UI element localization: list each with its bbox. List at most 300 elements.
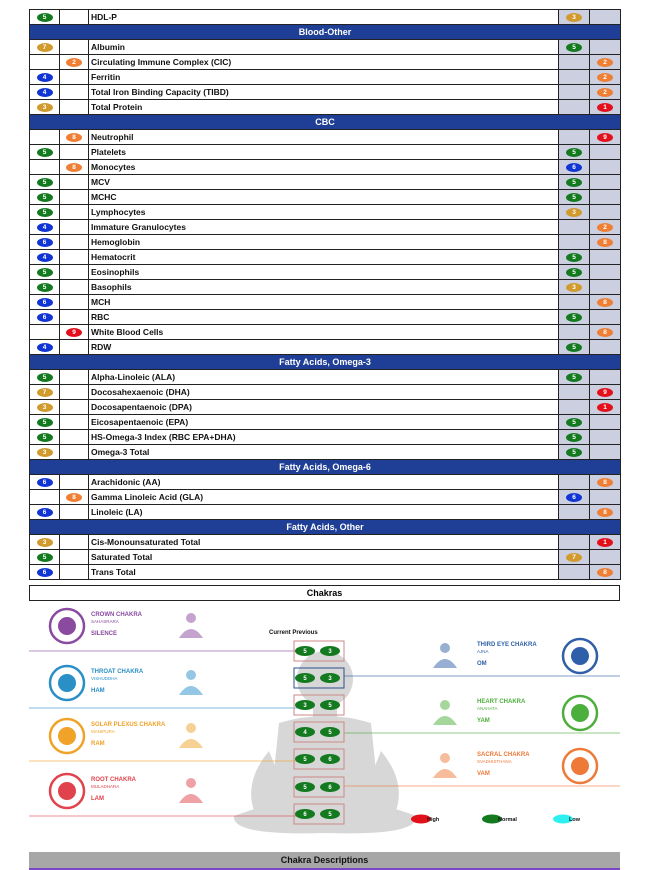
chakra-symbol-core-icon (571, 647, 589, 665)
previous-score: 5 (328, 730, 332, 736)
score-badge: 8 (597, 508, 613, 517)
score-badge: 6 (566, 163, 582, 172)
score-cell-2 (60, 490, 89, 505)
marker-name: Total Iron Binding Capacity (TIBD) (89, 85, 559, 100)
legend-label: High (427, 817, 440, 823)
marker-name: HDL-P (89, 10, 559, 25)
score-badge: 5 (566, 43, 582, 52)
score-cell-2 (60, 40, 89, 55)
yoga-pose-icon (186, 778, 196, 788)
score-badge: 1 (597, 103, 613, 112)
marker-name: Immature Granulocytes (89, 220, 559, 235)
legend-label: Normal (498, 817, 517, 823)
table-row (30, 565, 621, 580)
table-row (30, 220, 621, 235)
score-cell-1 (30, 265, 60, 280)
score-cell-1 (30, 400, 60, 415)
score-badge: 7 (37, 388, 53, 397)
score-cell-2 (60, 430, 89, 445)
score-badge: 3 (566, 208, 582, 217)
chakra-mantra: VAM (477, 771, 490, 777)
table-row (30, 295, 621, 310)
chakra-name: THIRD EYE CHAKRA (477, 642, 537, 648)
score-badge: 5 (566, 373, 582, 382)
table-row (30, 145, 621, 160)
score-cell-4 (590, 55, 621, 70)
section-header (30, 115, 621, 130)
table-row (30, 160, 621, 175)
chakra-sanskrit: SAHASRARA (91, 619, 119, 624)
score-cell-4 (590, 325, 621, 340)
marker-name: Circulating Immune Complex (CIC) (89, 55, 559, 70)
section-header (30, 520, 621, 535)
score-cell-3 (559, 430, 590, 445)
score-cell-1 (30, 235, 60, 250)
score-cell-3 (559, 280, 590, 295)
score-cell-4 (590, 280, 621, 295)
table-row (30, 55, 621, 70)
score-cell-1 (30, 40, 60, 55)
chakra-mantra: HAM (91, 688, 105, 694)
table-row (30, 85, 621, 100)
chakra-symbol-core-icon (58, 727, 76, 745)
section-title: Fatty Acids, Omega-3 (30, 355, 621, 370)
score-cell-2 (60, 160, 89, 175)
score-badge: 4 (37, 223, 53, 232)
score-cell-3 (559, 55, 590, 70)
score-cell-3 (559, 415, 590, 430)
score-badge: 5 (37, 193, 53, 202)
chakra-name: THROAT CHAKRA (91, 669, 144, 675)
score-cell-1 (30, 130, 60, 145)
score-cell-3 (559, 385, 590, 400)
score-badge: 4 (37, 253, 53, 262)
score-cell-3 (559, 205, 590, 220)
score-cell-1 (30, 490, 60, 505)
score-badge: 7 (37, 43, 53, 52)
table-row (30, 475, 621, 490)
chakra-descriptions-header: Chakra Descriptions (29, 852, 620, 870)
score-cell-4 (590, 100, 621, 115)
score-cell-1 (30, 340, 60, 355)
table-row (30, 175, 621, 190)
score-cell-2 (60, 280, 89, 295)
previous-score: 5 (328, 812, 332, 818)
score-cell-2 (60, 325, 89, 340)
score-badge: 5 (566, 313, 582, 322)
yoga-pose-icon (186, 723, 196, 733)
score-cell-1 (30, 55, 60, 70)
score-cell-2 (60, 250, 89, 265)
score-badge: 1 (597, 403, 613, 412)
score-badge: 5 (37, 433, 53, 442)
score-badge: 9 (597, 133, 613, 142)
yoga-pose-icon (186, 670, 196, 680)
chakra-mantra: OM (477, 661, 487, 667)
score-cell-4 (590, 175, 621, 190)
score-cell-2 (60, 295, 89, 310)
score-cell-4 (590, 505, 621, 520)
score-badge: 6 (37, 508, 53, 517)
score-cell-2 (60, 310, 89, 325)
score-badge: 3 (37, 403, 53, 412)
score-cell-3 (559, 310, 590, 325)
chakra-mantra: LAM (91, 796, 104, 802)
section-title: Fatty Acids, Omega-6 (30, 460, 621, 475)
chakra-panel (29, 601, 620, 846)
score-cell-4 (590, 415, 621, 430)
table-row (30, 235, 621, 250)
marker-name: RBC (89, 310, 559, 325)
score-cell-1 (30, 415, 60, 430)
score-badge: 8 (597, 298, 613, 307)
table-row (30, 385, 621, 400)
right-chakras (433, 639, 597, 783)
marker-name: Basophils (89, 280, 559, 295)
score-badge: 5 (566, 268, 582, 277)
marker-name: Arachidonic (AA) (89, 475, 559, 490)
current-score: 5 (303, 676, 307, 682)
score-cell-1 (30, 445, 60, 460)
score-cell-1 (30, 535, 60, 550)
scores-column-label: Current Previous (269, 630, 318, 636)
marker-name: Gamma Linoleic Acid (GLA) (89, 490, 559, 505)
score-badge: 5 (37, 178, 53, 187)
marker-name: Trans Total (89, 565, 559, 580)
score-cell-4 (590, 475, 621, 490)
score-cell-3 (559, 445, 590, 460)
marker-name: Alpha-Linoleic (ALA) (89, 370, 559, 385)
table-row (30, 100, 621, 115)
marker-name: Platelets (89, 145, 559, 160)
score-cell-3 (559, 265, 590, 280)
score-badge: 2 (597, 88, 613, 97)
score-badge: 1 (597, 538, 613, 547)
chakra-sanskrit: ANAHATA (477, 706, 498, 711)
score-badge: 9 (66, 328, 82, 337)
chakra-sanskrit: VISHUDDHA (91, 676, 118, 681)
score-cell-1 (30, 280, 60, 295)
marker-name: Docosahexaenoic (DHA) (89, 385, 559, 400)
marker-name: Linoleic (LA) (89, 505, 559, 520)
current-score: 5 (303, 757, 307, 763)
section-header (30, 25, 621, 40)
score-badge: 5 (566, 448, 582, 457)
marker-name: Ferritin (89, 70, 559, 85)
score-cell-4 (590, 565, 621, 580)
score-cell-1 (30, 295, 60, 310)
table-row (30, 310, 621, 325)
chakra-symbol-core-icon (58, 617, 76, 635)
score-cell-4 (590, 220, 621, 235)
yoga-pose-body-icon (433, 716, 457, 725)
score-badge: 3 (566, 283, 582, 292)
marker-name: Total Protein (89, 100, 559, 115)
score-badge: 3 (37, 448, 53, 457)
table-row (30, 490, 621, 505)
score-cell-3 (559, 85, 590, 100)
score-badge: 8 (597, 328, 613, 337)
previous-score: 5 (328, 703, 332, 709)
score-badge: 5 (37, 208, 53, 217)
marker-name: RDW (89, 340, 559, 355)
yoga-pose-icon (186, 613, 196, 623)
chakra-legend (411, 815, 581, 824)
score-badge: 5 (37, 373, 53, 382)
yoga-pose-body-icon (179, 686, 203, 695)
marker-name: Saturated Total (89, 550, 559, 565)
section-header (30, 355, 621, 370)
marker-name: Docosapentaenoic (DPA) (89, 400, 559, 415)
score-cell-2 (60, 145, 89, 160)
table-row (30, 265, 621, 280)
score-cell-3 (559, 295, 590, 310)
score-cell-2 (60, 205, 89, 220)
score-badge: 4 (37, 88, 53, 97)
current-score: 6 (303, 812, 307, 818)
chakra-symbol-core-icon (58, 674, 76, 692)
score-cell-4 (590, 430, 621, 445)
score-cell-1 (30, 10, 60, 25)
score-cell-3 (559, 190, 590, 205)
chakra-symbol-core-icon (571, 757, 589, 775)
score-cell-4 (590, 70, 621, 85)
chakra-name: SOLAR PLEXUS CHAKRA (91, 722, 166, 728)
score-badge: 5 (566, 433, 582, 442)
score-cell-4 (590, 85, 621, 100)
score-badge: 6 (37, 313, 53, 322)
section-header (30, 460, 621, 475)
current-score: 3 (303, 703, 307, 709)
score-cell-2 (60, 10, 89, 25)
score-cell-2 (60, 550, 89, 565)
score-cell-1 (30, 70, 60, 85)
chakra-name: HEART CHAKRA (477, 699, 526, 705)
score-cell-4 (590, 385, 621, 400)
score-cell-3 (559, 325, 590, 340)
current-score: 4 (303, 730, 307, 736)
score-cell-3 (559, 505, 590, 520)
score-badge: 8 (66, 493, 82, 502)
score-cell-2 (60, 505, 89, 520)
score-cell-3 (559, 490, 590, 505)
score-cell-3 (559, 535, 590, 550)
marker-name: Albumin (89, 40, 559, 55)
score-badge: 5 (566, 343, 582, 352)
score-cell-1 (30, 310, 60, 325)
score-cell-2 (60, 130, 89, 145)
score-badge: 2 (597, 58, 613, 67)
score-badge: 9 (597, 388, 613, 397)
table-row (30, 190, 621, 205)
score-cell-1 (30, 205, 60, 220)
chakra-mantra: YAM (477, 718, 490, 724)
table-row (30, 70, 621, 85)
score-cell-1 (30, 100, 60, 115)
table-row (30, 205, 621, 220)
score-cell-4 (590, 130, 621, 145)
score-badge: 3 (37, 538, 53, 547)
marker-name: Monocytes (89, 160, 559, 175)
score-badge: 5 (37, 148, 53, 157)
yoga-pose-body-icon (433, 659, 457, 668)
score-cell-2 (60, 415, 89, 430)
chakra-symbol-core-icon (58, 782, 76, 800)
chakras-header: Chakras (29, 585, 620, 601)
table-row (30, 445, 621, 460)
score-cell-1 (30, 550, 60, 565)
score-badge: 8 (66, 163, 82, 172)
score-cell-2 (60, 475, 89, 490)
score-cell-2 (60, 190, 89, 205)
score-cell-3 (559, 250, 590, 265)
score-cell-3 (559, 370, 590, 385)
table-row (30, 400, 621, 415)
score-cell-1 (30, 430, 60, 445)
previous-score: 6 (328, 757, 332, 763)
score-cell-4 (590, 265, 621, 280)
score-cell-4 (590, 535, 621, 550)
marker-name: Omega-3 Total (89, 445, 559, 460)
chakra-mantra: SILENCE (91, 631, 118, 637)
score-badge: 8 (597, 478, 613, 487)
score-badge: 7 (566, 553, 582, 562)
chakra-sanskrit: MANIPURA (91, 729, 115, 734)
score-cell-3 (559, 145, 590, 160)
score-cell-3 (559, 130, 590, 145)
score-cell-2 (60, 565, 89, 580)
score-badge: 6 (37, 478, 53, 487)
yoga-pose-icon (440, 753, 450, 763)
score-cell-1 (30, 85, 60, 100)
score-cell-3 (559, 175, 590, 190)
score-cell-3 (559, 40, 590, 55)
table-row (30, 325, 621, 340)
score-cell-2 (60, 100, 89, 115)
table-row (30, 370, 621, 385)
marker-name: Cis-Monounsaturated Total (89, 535, 559, 550)
score-cell-4 (590, 370, 621, 385)
lab-results-table (29, 9, 621, 580)
score-cell-4 (590, 205, 621, 220)
table-row (30, 130, 621, 145)
table-row (30, 535, 621, 550)
score-cell-1 (30, 145, 60, 160)
table-row (30, 10, 621, 25)
legend-label: Low (569, 817, 580, 823)
score-cell-1 (30, 505, 60, 520)
score-cell-2 (60, 55, 89, 70)
table-row (30, 40, 621, 55)
chakra-name: CROWN CHAKRA (91, 612, 142, 618)
score-badge: 8 (597, 238, 613, 247)
table-row (30, 250, 621, 265)
score-cell-3 (559, 340, 590, 355)
chakra-sanskrit: MULADHARA (91, 784, 120, 789)
previous-score: 6 (328, 785, 332, 791)
yoga-pose-body-icon (179, 739, 203, 748)
previous-score: 3 (328, 676, 332, 682)
chakra-name: SACRAL CHAKRA (477, 752, 530, 758)
score-badge: 5 (566, 148, 582, 157)
score-cell-3 (559, 235, 590, 250)
score-cell-2 (60, 175, 89, 190)
score-badge: 2 (597, 223, 613, 232)
table-row (30, 340, 621, 355)
score-cell-3 (559, 220, 590, 235)
score-badge: 8 (597, 568, 613, 577)
score-cell-4 (590, 310, 621, 325)
score-cell-4 (590, 145, 621, 160)
table-row (30, 280, 621, 295)
score-cell-4 (590, 160, 621, 175)
score-cell-2 (60, 400, 89, 415)
score-cell-1 (30, 220, 60, 235)
marker-name: MCH (89, 295, 559, 310)
table-row (30, 505, 621, 520)
previous-score: 3 (328, 649, 332, 655)
score-badge: 2 (66, 58, 82, 67)
marker-name: Eicosapentaenoic (EPA) (89, 415, 559, 430)
marker-name: Hemoglobin (89, 235, 559, 250)
score-badge: 3 (566, 13, 582, 22)
score-cell-4 (590, 235, 621, 250)
marker-name: Lymphocytes (89, 205, 559, 220)
score-cell-2 (60, 235, 89, 250)
score-cell-2 (60, 340, 89, 355)
score-cell-4 (590, 490, 621, 505)
score-cell-1 (30, 475, 60, 490)
score-cell-1 (30, 160, 60, 175)
score-cell-1 (30, 190, 60, 205)
score-badge: 5 (566, 418, 582, 427)
marker-name: White Blood Cells (89, 325, 559, 340)
yoga-pose-body-icon (433, 769, 457, 778)
score-badge: 5 (37, 268, 53, 277)
score-badge: 5 (37, 13, 53, 22)
score-cell-1 (30, 325, 60, 340)
chakra-mantra: RAM (91, 741, 105, 747)
score-cell-2 (60, 445, 89, 460)
score-badge: 6 (566, 493, 582, 502)
yoga-pose-body-icon (179, 629, 203, 638)
table-row (30, 430, 621, 445)
marker-name: HS-Omega-3 Index (RBC EPA+DHA) (89, 430, 559, 445)
chakra-sanskrit: SVADHISTHANA (477, 759, 512, 764)
score-cell-1 (30, 370, 60, 385)
score-cell-4 (590, 190, 621, 205)
score-cell-4 (590, 340, 621, 355)
score-cell-3 (559, 160, 590, 175)
score-cell-4 (590, 295, 621, 310)
score-cell-3 (559, 550, 590, 565)
current-score: 5 (303, 785, 307, 791)
score-cell-2 (60, 370, 89, 385)
score-badge: 3 (37, 103, 53, 112)
section-title: Fatty Acids, Other (30, 520, 621, 535)
score-cell-2 (60, 265, 89, 280)
score-badge: 6 (37, 238, 53, 247)
score-cell-3 (559, 100, 590, 115)
score-badge: 5 (566, 253, 582, 262)
chakra-symbol-core-icon (571, 704, 589, 722)
score-cell-2 (60, 220, 89, 235)
current-score: 5 (303, 649, 307, 655)
score-cell-4 (590, 10, 621, 25)
score-cell-1 (30, 385, 60, 400)
score-cell-1 (30, 250, 60, 265)
table-row (30, 415, 621, 430)
